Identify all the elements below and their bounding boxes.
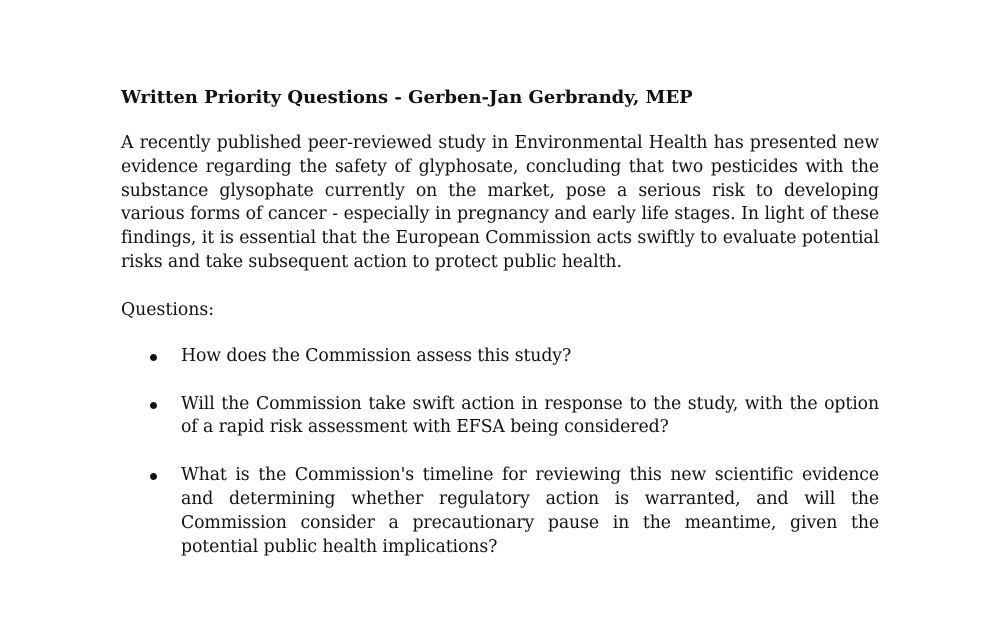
questions-list — [121, 345, 879, 560]
question-item — [121, 464, 879, 559]
questions-label: Questions: — [121, 299, 215, 320]
bullet-icon — [150, 473, 157, 480]
question-text: What is the Commission's timeline for reviewing this new scientific evidence and determining whether regulatory action is warranted, and will the Commission consider a precautionary pause in the meantime, given the potential public health implications? — [181, 465, 879, 557]
intro-paragraph: A recently published peer-reviewed study in Environmental Health has presented new evidence regarding the safety of glyphosate, concluding that two pesticides with the substance glysophate currently on the market, pose a serious risk to developing various forms of cancer - especially in pregnancy and early life stages. In light of these findings, it is essential that the European Commission acts swiftly to evaluate potential risks and take subsequent action to protect public health. — [121, 133, 879, 272]
bullet-icon — [150, 354, 157, 361]
question-item — [121, 345, 879, 369]
question-text: How does the Commission assess this study? — [181, 345, 572, 366]
document-title: Written Priority Questions - Gerben-Jan Gerbrandy, MEP — [121, 87, 693, 108]
question-text: Will the Commission take swift action in response to the study, with the option of a rapid risk assessment with EFSA being considered? — [181, 393, 879, 438]
bullet-icon — [150, 402, 157, 409]
question-item — [121, 393, 879, 441]
document-page — [121, 86, 879, 583]
